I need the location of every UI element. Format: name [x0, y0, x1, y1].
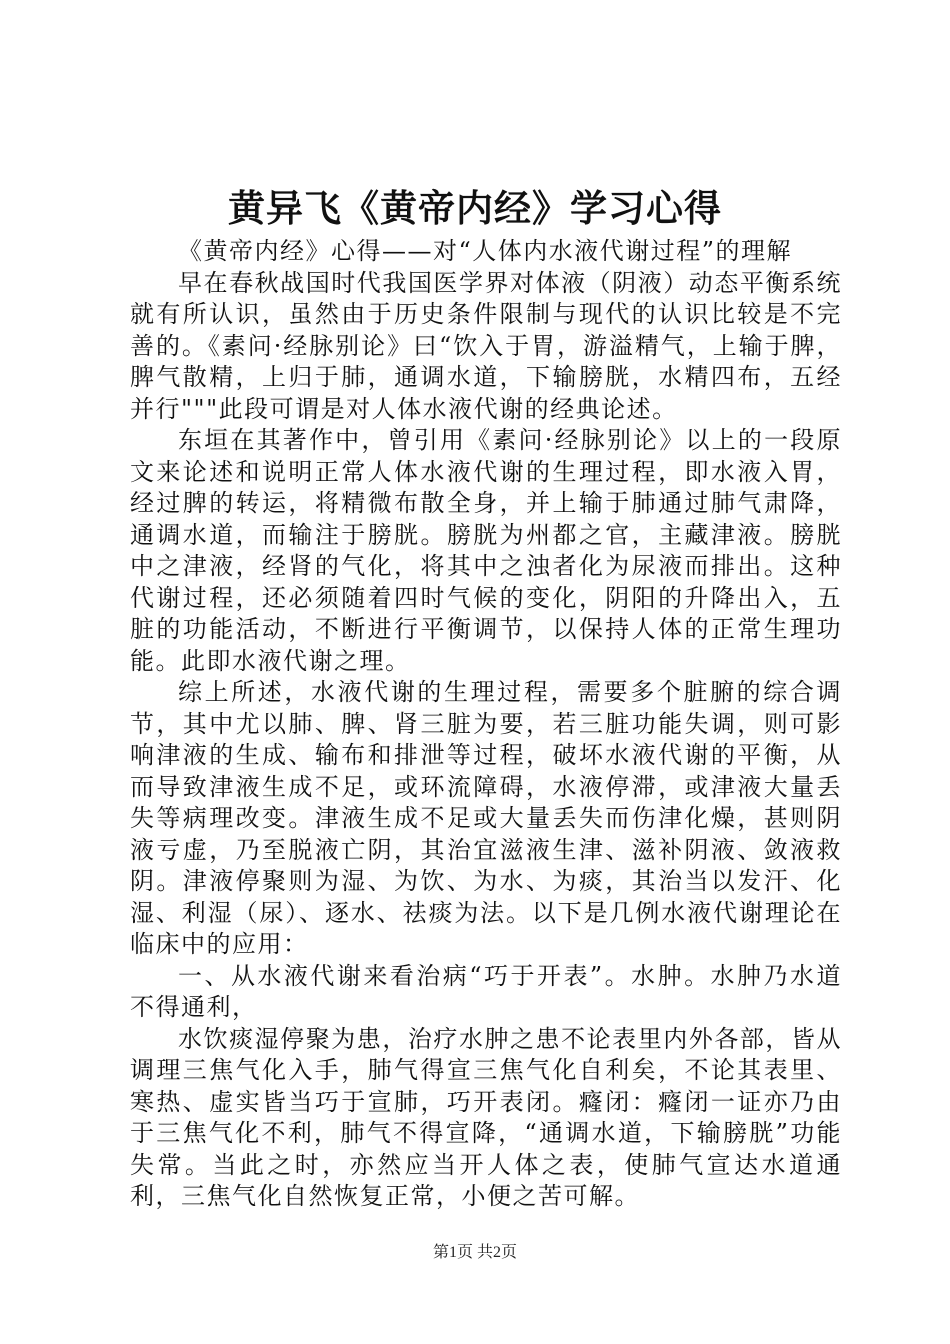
paragraph: 水饮痰湿停聚为患，治疗水肿之患不论表里内外各部，皆从调理三焦气化入手，肺气得宣三焦气化自利矣，不论其表里、寒热、虚实皆当巧于宣肺，巧开表闭。癃闭：癃闭一证亦乃由于三焦气化不利，肺气不得宣降，“通调水道，下输膀胱”功能失常。当此之时，亦然应当开人体之表，使肺气宣达水道通利，三焦气化自然恢复正常，小便之苦可解。: [130, 1024, 842, 1210]
paragraph: 综上所述，水液代谢的生理过程，需要多个脏腑的综合调节，其中尤以肺、脾、肾三脏为要，若三脏功能失调，则可影响津液的生成、输布和排泄等过程，破坏水液代谢的平衡，从而导致津液生成不足，或环流障碍，水液停滞，或津液大量丢失等病理改变。津液生成不足或大量丢失而伤津化燥，甚则阴液亏虚，乃至脱液亡阴，其治宜滋液生津、滋补阴液、敛液救阴。津液停聚则为湿、为饮、为水、为痰，其治当以发汗、化湿、利湿（尿）、逐水、祛痰为法。以下是几例水液代谢理论在临床中的应用：: [130, 678, 842, 958]
paragraph: 一、从水液代谢来看治病“巧于开表”。水肿。水肿乃水道不得通利，: [130, 961, 842, 1021]
document-title: 黄异飞《黄帝内经》学习心得: [228, 186, 722, 230]
paragraph-subtitle: 《黄帝内经》心得——对“人体内水液代谢过程”的理解: [178, 237, 793, 265]
paragraph: 东垣在其著作中，曾引用《素问·经脉别论》以上的一段原文来论述和说明正常人体水液代谢的生理过程，即水液入胃，经过脾的转运，将精微布散全身，并上输于肺通过肺气肃降，通调水道，而输注于膀胱。膀胱为州都之官，主藏津液。膀胱中之津液，经肾的气化，将其中之浊者化为尿液而排出。这种代谢过程，还必须随着四时气候的变化，阴阳的升降出入，五脏的功能活动，不断进行平衡调节，以保持人体的正常生理功能。此即水液代谢之理。: [130, 426, 842, 675]
document-body: [130, 236, 842, 1213]
page-number-footer: 第1页 共2页: [432, 1244, 517, 1261]
paragraph: 早在春秋战国时代我国医学界对体液（阴液）动态平衡系统就有所认识，虽然由于历史条件限制与现代的认识比较是不完善的。《素问·经脉别论》曰“饮入于胃，游溢精气，上输于脾，脾气散精，上归于肺，通调水道，下输膀胱，水精四布，五经并行"""此段可谓是对人体水液代谢的经典论述。: [130, 268, 842, 423]
